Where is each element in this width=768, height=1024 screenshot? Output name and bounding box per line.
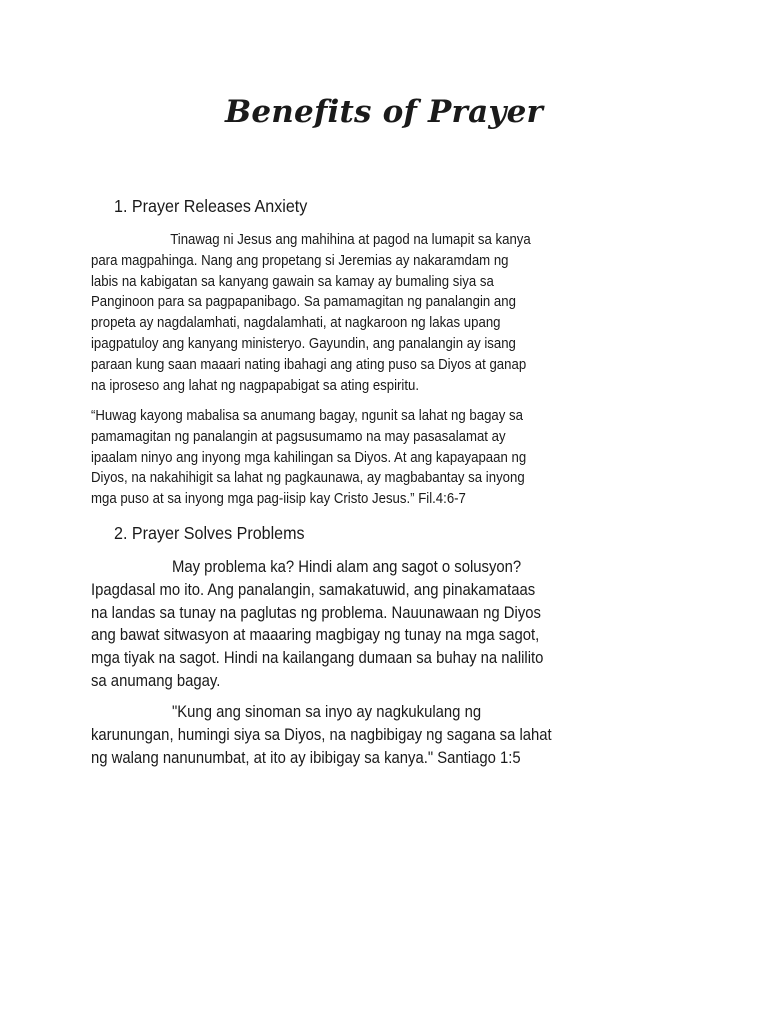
quote-line: Diyos, na nakahihigit sa lahat ng pagkaunawa, ay magbabantay sa inyong: [91, 469, 525, 487]
quote-line: karunungan, humingi siya sa Diyos, na nagbibigay ng sagana sa lahat: [91, 725, 552, 744]
section-heading-prayer-solves-problems: 2. Prayer Solves Problems: [114, 523, 305, 543]
paragraph-line: propeta ay nagdalamhati, nagdalamhati, at nagkaroon ng lakas upang: [91, 314, 501, 332]
paragraph-line: Panginoon para sa pagpapanibago. Sa pamamagitan ng panalangin ang: [91, 293, 516, 311]
quote-line: ipaalam ninyo ang inyong mga kahilingan sa Diyos. At ang kapayapaan ng: [91, 448, 527, 466]
bible-quote-james: [91, 701, 731, 769]
quote-line: “Huwag kayong mabalisa sa anumang bagay, ngunit sa lahat ng bagay sa: [91, 407, 523, 424]
paragraph-line: ipagpatuloy ang kanyang ministeryo. Gayundin, ang panalangin ay isang: [91, 334, 516, 352]
paragraph-line: na iproseso ang lahat ng nagpapabigat sa ating espiritu.: [91, 376, 420, 394]
paragraph-line: sa anumang bagay.: [91, 671, 221, 690]
paragraph-line: ang bawat sitwasyon at maaaring magbigay ng tunay na mga sagot,: [91, 626, 540, 645]
paragraph-line: Tinawag ni Jesus ang mahihina at pagod na lumapit sa kanya: [170, 231, 531, 248]
paragraph-anxiety-body: [91, 230, 731, 396]
quote-line: "Kung ang sinoman sa inyo ay nagkukulang ng: [172, 703, 482, 721]
paragraph-line: mga tiyak na sagot. Hindi na kailangang dumaan sa buhay na nalilito: [91, 649, 544, 668]
paragraph-problems-body: [91, 556, 731, 693]
quote-line: ng walang nanunumbat, at ito ay ibibigay sa kanya." Santiago 1:5: [91, 748, 521, 767]
quote-line: mga puso at sa inyong mga pag-iisip kay Cristo Jesus.” Fil.4:6-7: [91, 490, 466, 508]
document-title: Benefits of Prayer: [224, 94, 544, 130]
paragraph-line: para magpahinga. Nang ang propetang si Jeremias ay nakaramdam ng: [91, 251, 509, 269]
bible-quote-philippians: [91, 406, 731, 510]
paragraph-line: paraan kung saan maaari nating ibahagi ang ating puso sa Diyos at ganap: [91, 355, 527, 373]
paragraph-line: labis na kabigatan sa kanyang gawain sa kamay ay bumaling siya sa: [91, 272, 494, 290]
paragraph-line: May problema ka? Hindi alam ang sagot o solusyon?: [172, 558, 522, 576]
paragraph-line: Ipagdasal mo ito. Ang panalangin, samakatuwid, ang pinakamataas: [91, 580, 536, 599]
quote-line: pamamagitan ng panalangin at pagsusumamo na may pasasalamat ay: [91, 427, 506, 445]
paragraph-line: na landas sa tunay na paglutas ng problema. Nauunawaan ng Diyos: [91, 603, 541, 622]
section-heading-prayer-releases-anxiety: 1. Prayer Releases Anxiety: [114, 196, 308, 216]
